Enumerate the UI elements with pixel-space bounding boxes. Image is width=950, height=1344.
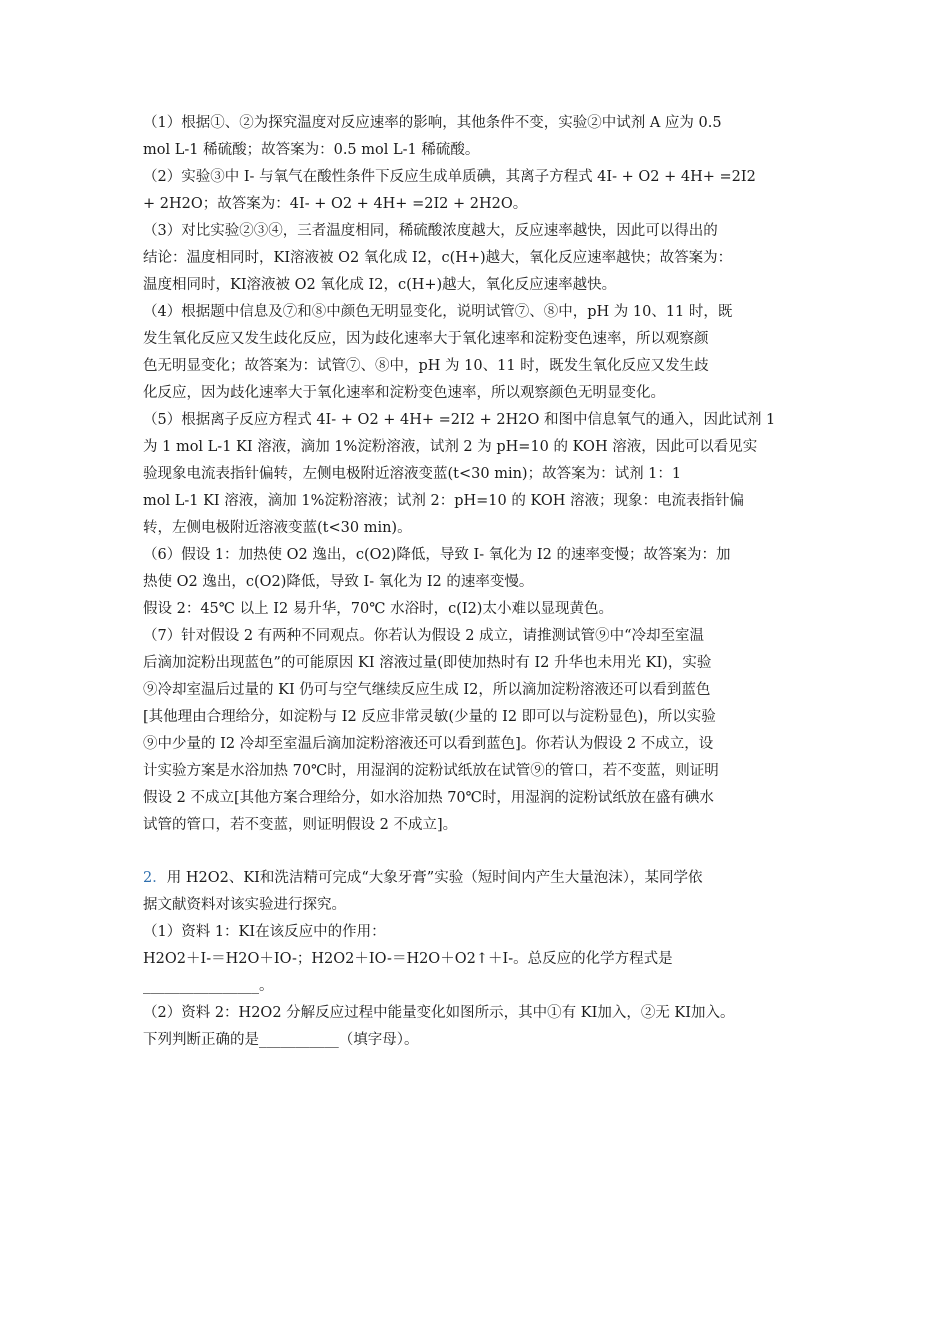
answer-line: mol L-1 稀硫酸；故答案为：0.5 mol L-1 稀硫酸。 [143,142,480,158]
answer-line: ⑨中少量的 I2 冷却至室温后滴加淀粉溶液还可以看到蓝色]。你若认为假设 2 不成立，设 [143,736,714,752]
answer-line: 发生氧化反应又发生歧化反应，因为歧化速率大于氧化速率和淀粉变色速率，所以观察颜 [143,331,709,347]
answer-line: （7）针对假设 2 有两种不同观点。你若认为假设 2 成立，请推测试管⑨中“冷却至室温 [143,628,705,644]
answer-line: （4）根据题中信息及⑦和⑧中颜色无明显变化，说明试管⑦、⑧中，pH 为 10、11 时，既 [143,304,733,320]
question-2-line [143,865,808,892]
answer-line: 转，左侧电极附近溶液变蓝(t<30 min)。 [143,520,412,536]
answer-line: 为 1 mol L-1 KI 溶液，滴加 1%淀粉溶液，试剂 2 为 pH=10 的 KOH 溶液，因此可以看见实 [143,439,758,455]
answer-line: （6）假设 1：加热使 O2 逸出，c(O2)降低，导致 I- 氧化为 I2 的速率变慢；故答案为：加 [143,547,731,563]
answer-blank-line: ________________。 [143,978,274,994]
answer-line: 假设 2：45℃ 以上 I2 易升华，70℃ 水浴时，c(I2)太小难以显现黄色。 [143,601,613,617]
question-number: 2． [143,870,167,886]
answer-line: [其他理由合理给分，如淀粉与 I2 反应非常灵敏(少量的 I2 即可以与淀粉显色)，所以实验 [143,709,716,725]
question-2-line: （2）资料 2：H2O2 分解反应过程中能量变化如图所示，其中①有 KI加入，②无 KI加入。 [143,1005,735,1021]
answer-line: 化反应，因为歧化速率大于氧化速率和淀粉变色速率，所以观察颜色无明显变化。 [143,385,665,401]
answer-line: 色无明显变化；故答案为：试管⑦、⑧中，pH 为 10、11 时，既发生氧化反应又发生歧 [143,358,709,374]
answer-line: ⑨冷却室温后过量的 KI 仍可与空气继续反应生成 I2，所以滴加淀粉溶液还可以看到蓝色 [143,682,711,698]
answer-line: （5）根据离子反应方程式 4I- + O2 + 4H+ =2I2 + 2H2O 和图中信息氧气的通入，因此试剂 1 [143,412,776,428]
question-2-line: 下列判断正确的是___________（填字母）。 [143,1032,419,1048]
document-page [143,110,808,1054]
answer-line: 热使 O2 逸出，c(O2)降低，导致 I- 氧化为 I2 的速率变慢。 [143,574,534,590]
answer-line: （2）实验③中 I- 与氧气在酸性条件下反应生成单质碘，其离子方程式 4I- + O2 + 4H+ =2I2 [143,169,756,185]
answer-line: 验现象电流表指针偏转，左侧电极附近溶液变蓝(t<30 min)；故答案为：试剂 1：1 [143,466,682,482]
question-2-line: H2O2＋I-＝H2O＋IO-；H2O2＋IO-＝H2O＋O2↑＋I-。总反应的化学方程式是 [143,951,673,967]
answer-line: 计实验方案是水浴加热 70℃时，用湿润的淀粉试纸放在试管⑨的管口，若不变蓝，则证明 [143,763,719,779]
answer-line: （1）根据①、②为探究温度对反应速率的影响，其他条件不变，实验②中试剂 A 应为 0.5 [143,115,722,131]
answer-section [143,110,808,839]
question-text: 用 H2O2、KI和洗洁精可完成“大象牙膏”实验（短时间内产生大量泡沫），某同学依 [166,870,703,886]
question-2-line: （1）资料 1：KI在该反应中的作用： [143,924,386,940]
answer-line: 结论：温度相同时，KI溶液被 O2 氧化成 I2，c(H+)越大，氧化反应速率越快；故答案为： [143,250,733,266]
answer-line: 温度相同时，KI溶液被 O2 氧化成 I2，c(H+)越大，氧化反应速率越快。 [143,277,617,293]
answer-line: 试管的管口，若不变蓝，则证明假设 2 不成立]。 [143,817,458,833]
answer-line: + 2H2O；故答案为：4I- + O2 + 4H+ =2I2 + 2H2O。 [143,196,528,212]
answer-line: 假设 2 不成立[其他方案合理给分，如水浴加热 70℃时，用湿润的淀粉试纸放在盛有碘水 [143,790,714,806]
question-2-line: 据文献资料对该实验进行探究。 [143,897,346,913]
answer-line: 后滴加淀粉出现蓝色”的可能原因 KI 溶液过量(即使加热时有 I2 升华也未用光 KI)，实验 [143,655,712,671]
answer-line: mol L-1 KI 溶液，滴加 1%淀粉溶液；试剂 2：pH=10 的 KOH 溶液；现象：电流表指针偏 [143,493,745,509]
answer-line: （3）对比实验②③④，三者温度相同，稀硫酸浓度越大，反应速率越快，因此可以得出的 [143,223,718,239]
question-2 [143,865,808,1054]
